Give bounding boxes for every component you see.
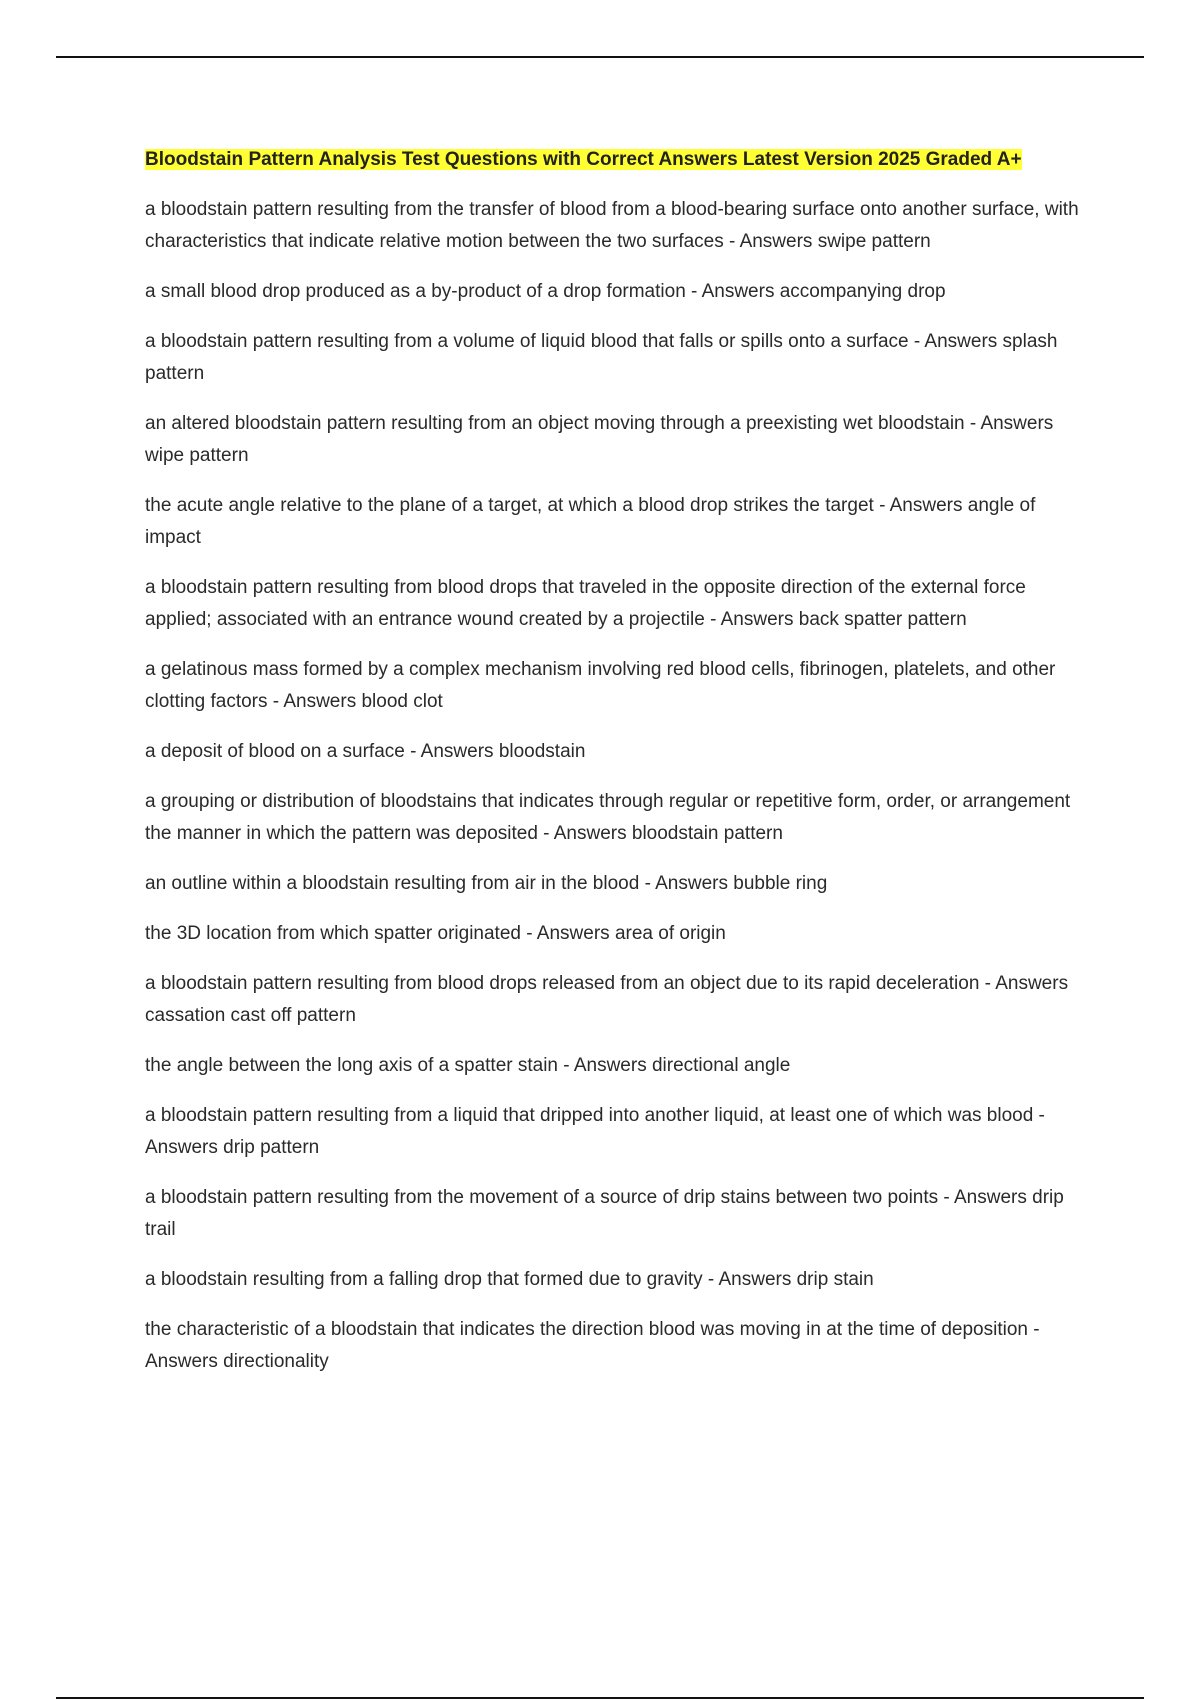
footer-rule xyxy=(56,1697,1144,1699)
qa-item: an outline within a bloodstain resulting from air in the blood - Answers bubble ring xyxy=(145,873,828,894)
qa-item: a bloodstain resulting from a falling drop that formed due to gravity - Answers drip stain xyxy=(145,1269,874,1290)
qa-item: the 3D location from which spatter originated - Answers area of origin xyxy=(145,923,726,944)
qa-item: the angle between the long axis of a spatter stain - Answers directional angle xyxy=(145,1055,791,1076)
qa-item: a bloodstain pattern resulting from the movement of a source of drip stains between two points - Answers drip trail xyxy=(145,1187,1064,1240)
qa-item: a deposit of blood on a surface - Answers bloodstain xyxy=(145,741,586,762)
header-rule xyxy=(56,56,1144,58)
qa-item: a small blood drop produced as a by-product of a drop formation - Answers accompanying drop xyxy=(145,281,946,302)
document-body xyxy=(145,145,1085,1396)
document-title-line xyxy=(145,145,1085,176)
qa-item: a bloodstain pattern resulting from a volume of liquid blood that falls or spills onto a surface - Answers splash pattern xyxy=(145,331,1058,384)
qa-item: a bloodstain pattern resulting from blood drops released from an object due to its rapid deceleration - Answers cassation cast off pattern xyxy=(145,973,1069,1026)
qa-item: a gelatinous mass formed by a complex mechanism involving red blood cells, fibrinogen, platelets, and other clotting factors - Answers blood clot xyxy=(145,659,1056,712)
qa-item: a bloodstain pattern resulting from a liquid that dripped into another liquid, at least one of which was blood - Answers drip pattern xyxy=(145,1105,1045,1158)
qa-item: the acute angle relative to the plane of a target, at which a blood drop strikes the target - Answers angle of impact xyxy=(145,495,1036,548)
qa-item: a bloodstain pattern resulting from blood drops that traveled in the opposite direction of the external force applied; associated with an entrance wound created by a projectile - Answers back spatter pattern xyxy=(145,577,1026,630)
qa-item: an altered bloodstain pattern resulting from an object moving through a preexisting wet bloodstain - Answers wipe pattern xyxy=(145,413,1054,466)
document-title: Bloodstain Pattern Analysis Test Questions with Correct Answers Latest Version 2025 Graded A+ xyxy=(145,149,1022,170)
qa-item: the characteristic of a bloodstain that indicates the direction blood was moving in at the time of deposition - Answers directionality xyxy=(145,1319,1040,1372)
qa-item: a bloodstain pattern resulting from the transfer of blood from a blood-bearing surface onto another surface, with characteristics that indicate relative motion between the two surfaces - Answers swipe pattern xyxy=(145,199,1079,252)
qa-item: a grouping or distribution of bloodstains that indicates through regular or repetitive form, order, or arrangement the manner in which the pattern was deposited - Answers bloodstain pattern xyxy=(145,791,1071,844)
